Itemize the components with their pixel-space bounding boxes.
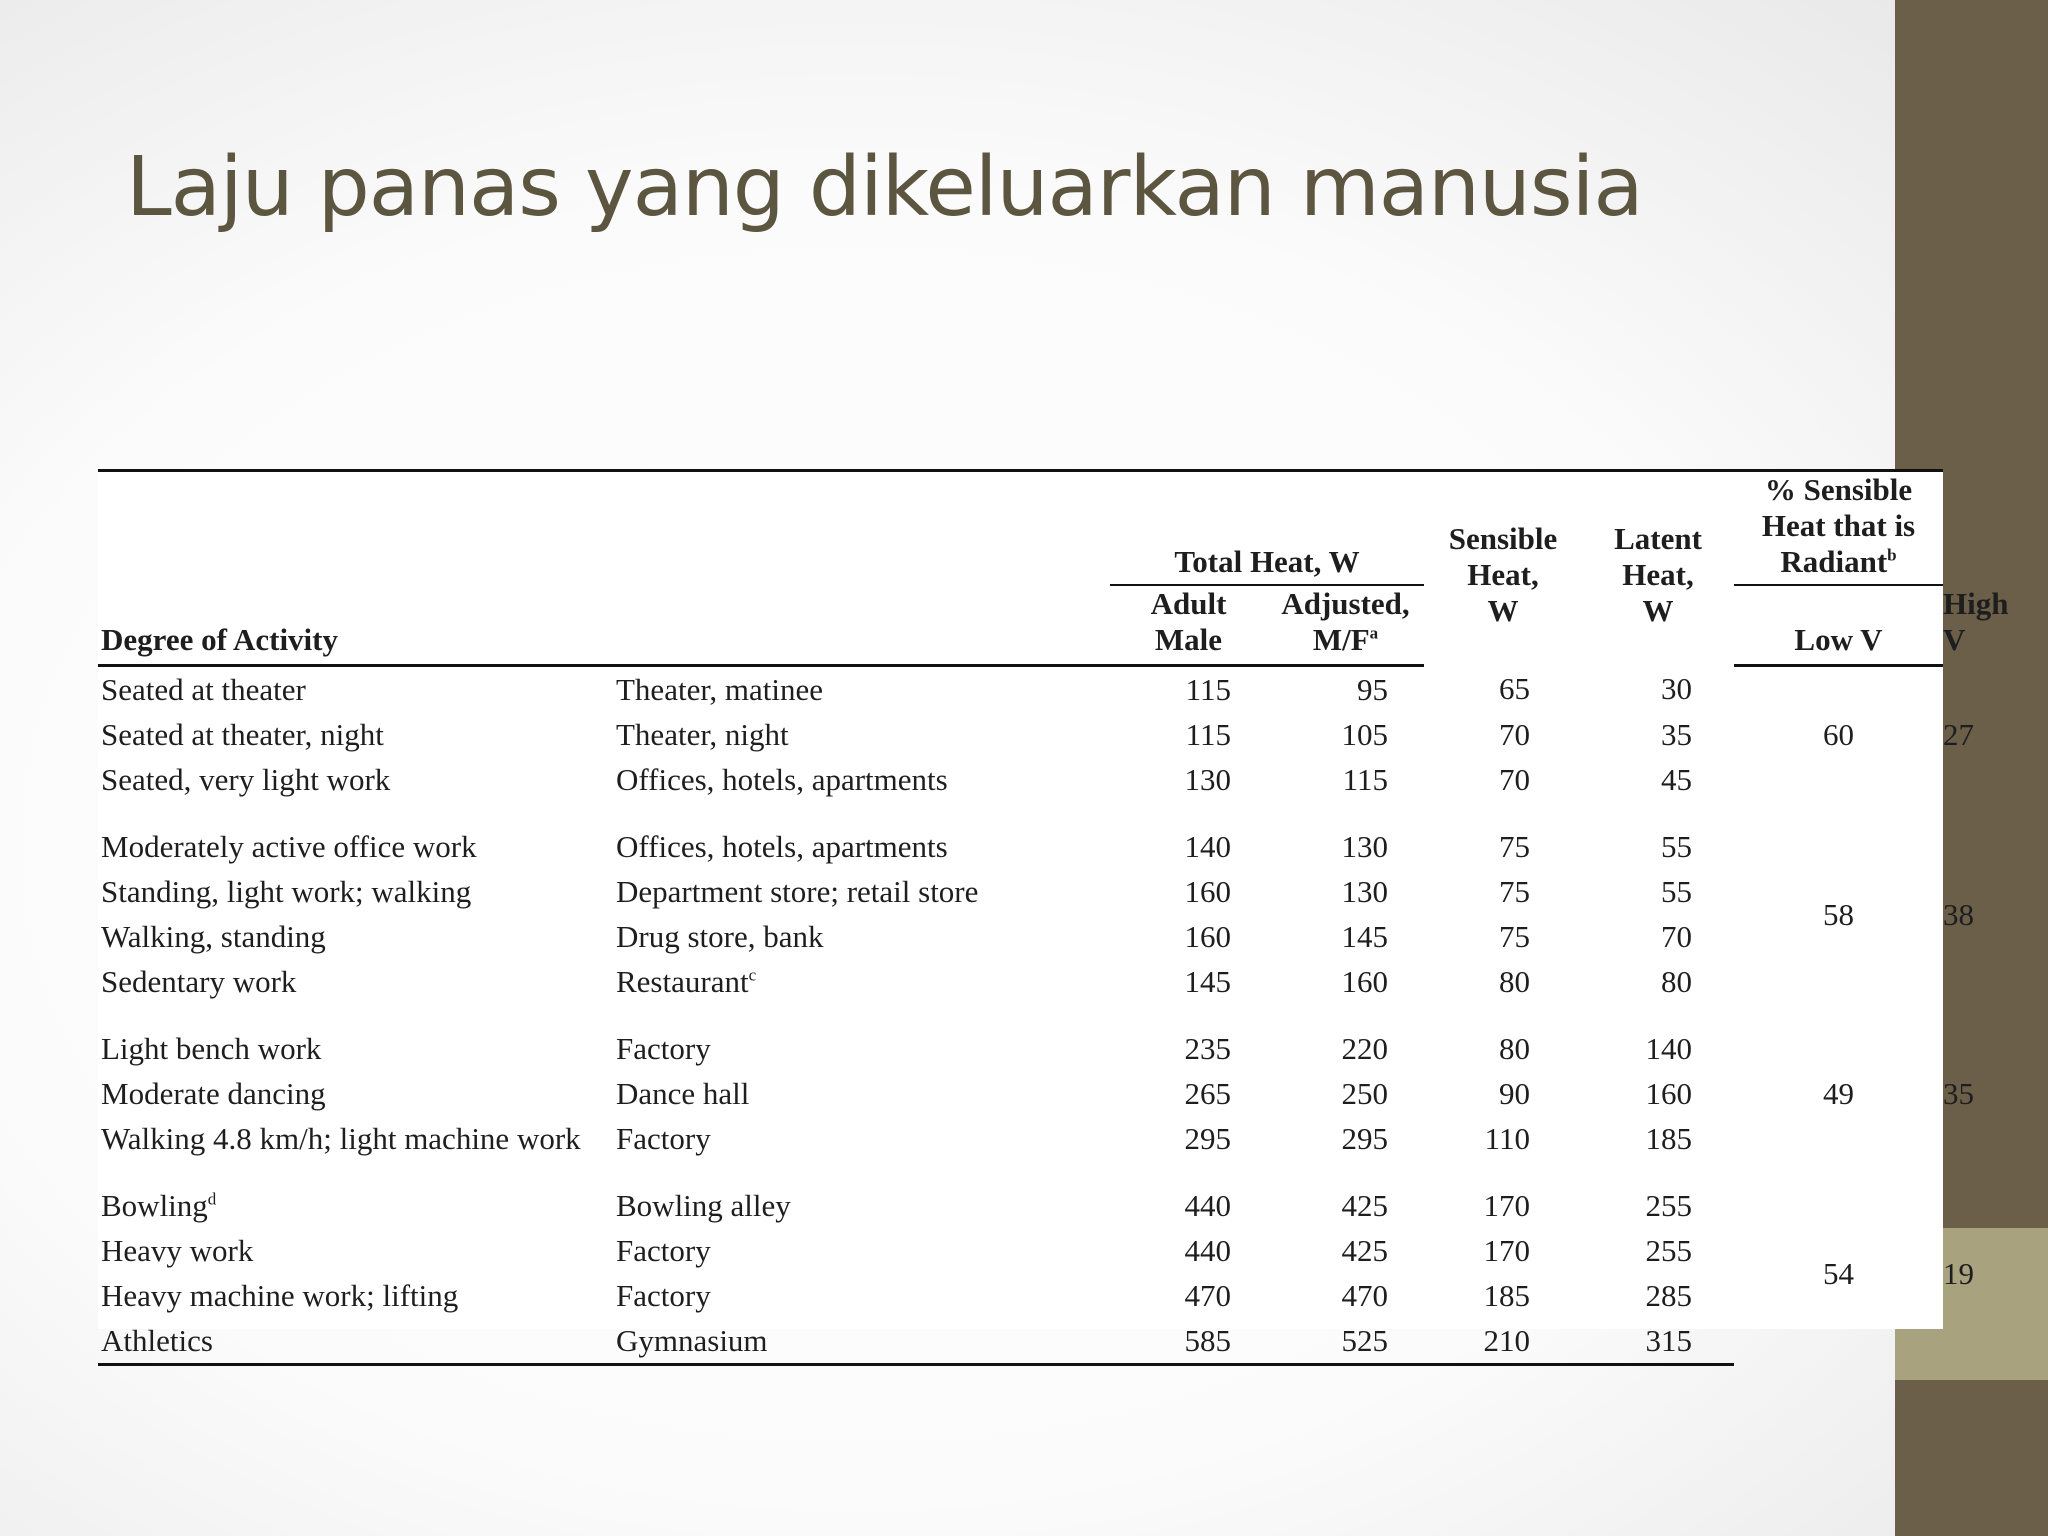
application-cell: Theater, night <box>616 717 789 752</box>
sensible-heat-cell: 65 <box>1499 671 1530 707</box>
table-row: Seated at theater Theater, matinee 115 95 65 30 60 27 <box>98 666 1943 713</box>
adjusted-cell: 95 <box>1357 672 1388 707</box>
latent-heat-cell: 285 <box>1645 1278 1692 1313</box>
adult-male-header: Adult Male <box>1110 585 1267 666</box>
group-spacer <box>98 802 1943 824</box>
activity-cell: Moderate dancing <box>101 1076 326 1111</box>
low-v-cell: 60 <box>1823 717 1854 752</box>
adjusted-cell: 470 <box>1341 1278 1388 1313</box>
slide-title: Laju panas yang dikeluarkan manusia <box>126 140 1643 235</box>
sensible-heat-cell: 80 <box>1499 964 1530 999</box>
latent-heat-cell: 45 <box>1661 762 1692 797</box>
adult-male-cell: 235 <box>1184 1031 1231 1066</box>
latent-heat-cell: 55 <box>1661 874 1692 909</box>
adult-male-cell: 585 <box>1110 1318 1267 1365</box>
low-v-cell: 58 <box>1823 896 1854 932</box>
application-cell: Factory <box>616 1233 711 1268</box>
latent-heat-cell: 140 <box>1645 1031 1692 1066</box>
activity-cell: Athletics <box>98 1318 613 1365</box>
adjusted-cell: 145 <box>1341 919 1388 954</box>
total-heat-header: Total Heat, W <box>1110 471 1424 586</box>
adjusted-cell: 425 <box>1341 1188 1388 1223</box>
application-cell: Theater, matinee <box>616 672 824 707</box>
table-body <box>98 666 1974 1365</box>
radiant-heat-header: % Sensible Heat that is Radiant$^b$ <box>1734 471 1943 586</box>
latent-heat-cell: 255 <box>1645 1233 1692 1268</box>
sensible-heat-cell: 75 <box>1499 874 1530 909</box>
activity-cell: Standing, light work; walking <box>101 874 472 909</box>
sensible-heat-cell: 75 <box>1499 919 1530 954</box>
adult-male-cell: 140 <box>1184 829 1231 864</box>
table-row <box>98 959 1943 1004</box>
adult-male-cell: 160 <box>1184 919 1231 954</box>
adjusted-cell: 425 <box>1341 1233 1388 1268</box>
activity-cell: Walking, standing <box>101 919 326 954</box>
application-cell: Bowling alley <box>616 1188 791 1223</box>
sensible-heat-cell: 170 <box>1483 1233 1530 1268</box>
application-cell: Restaurant$^c$ <box>616 964 757 999</box>
table-row <box>98 1116 1943 1161</box>
application-cell: Offices, hotels, apartments <box>616 762 948 797</box>
application-cell: Factory <box>616 1278 711 1313</box>
activity-cell: Heavy machine work; lifting <box>101 1278 459 1313</box>
footnote-a: a <box>1369 623 1379 643</box>
latent-heat-cell: 160 <box>1645 1076 1692 1111</box>
heat-gain-table <box>98 469 1974 1366</box>
activity-cell: Walking 4.8 km/h; light machine work <box>101 1121 581 1156</box>
activity-cell: Seated, very light work <box>101 762 391 797</box>
table-row <box>98 869 1943 914</box>
table-row <box>98 712 1943 757</box>
adult-male-cell: 130 <box>1184 762 1231 797</box>
group-spacer <box>98 1004 1943 1026</box>
latent-heat-cell: 30 <box>1661 671 1692 707</box>
adjusted-cell: 250 <box>1341 1076 1388 1111</box>
footnote-marker: c <box>748 965 757 985</box>
adult-male-cell: 160 <box>1184 874 1231 909</box>
sensible-heat-cell: 75 <box>1499 829 1530 864</box>
header-spacer <box>98 471 1110 586</box>
latent-heat-cell: 255 <box>1645 1188 1692 1223</box>
activity-cell: Sedentary work <box>101 964 297 999</box>
latent-heat-cell: 35 <box>1661 717 1692 752</box>
adult-male-cell: 440 <box>1184 1233 1231 1268</box>
sensible-heat-cell: 210 <box>1424 1318 1582 1365</box>
sensible-heat-cell: 185 <box>1483 1278 1530 1313</box>
latent-heat-cell: 80 <box>1661 964 1692 999</box>
table-row <box>98 914 1943 959</box>
activity-cell: Light bench work <box>101 1031 322 1066</box>
sensible-heat-cell: 170 <box>1483 1188 1530 1223</box>
table-header <box>98 471 1943 666</box>
heat-gain-table-container <box>98 469 1974 1358</box>
adjusted-cell: 220 <box>1341 1031 1388 1066</box>
sensible-heat-header: Sensible Heat, W <box>1424 471 1582 666</box>
adult-male-cell: 115 <box>1185 672 1231 707</box>
adjusted-cell: 130 <box>1341 874 1388 909</box>
adjusted-cell: 115 <box>1342 762 1388 797</box>
sensible-heat-cell: 110 <box>1484 1121 1530 1156</box>
low-v-cell: 49 <box>1823 1076 1854 1111</box>
group-spacer <box>98 1161 1943 1183</box>
latent-heat-cell: 55 <box>1661 829 1692 864</box>
table-row: Bowling$^d$ Bowling alley 440 425 170 255 54 19 <box>98 1183 1943 1228</box>
adjusted-cell: 105 <box>1341 717 1388 752</box>
adjusted-cell: 295 <box>1341 1121 1388 1156</box>
adult-male-cell: 265 <box>1184 1076 1231 1111</box>
application-cell: Factory <box>616 1031 711 1066</box>
adult-male-cell: 470 <box>1184 1278 1231 1313</box>
low-v-header: Low V <box>1734 585 1943 666</box>
footnote-marker: d <box>207 1189 217 1209</box>
footnote-b: b <box>1887 545 1897 565</box>
adjusted-cell: 525 <box>1267 1318 1424 1365</box>
adult-male-cell: 145 <box>1184 964 1231 999</box>
application-cell: Offices, hotels, apartments <box>616 829 948 864</box>
latent-heat-cell: 185 <box>1645 1121 1692 1156</box>
application-cell: Dance hall <box>616 1076 750 1111</box>
table-row: Moderately active office work Offices, hotels, apartments 140 130 75 55 58 38 <box>98 824 1943 869</box>
activity-cell: Seated at theater <box>101 672 306 707</box>
sensible-heat-cell: 90 <box>1499 1076 1530 1111</box>
activity-cell: Moderately active office work <box>101 829 477 864</box>
table-row <box>98 757 1943 802</box>
sensible-heat-cell: 70 <box>1499 762 1530 797</box>
adjusted-cell: 130 <box>1341 829 1388 864</box>
adult-male-cell: 440 <box>1184 1188 1231 1223</box>
sensible-heat-cell: 80 <box>1499 1031 1530 1066</box>
activity-cell: Heavy work <box>101 1233 254 1268</box>
degree-of-activity-header: Degree of Activity <box>98 585 1110 666</box>
application-cell: Factory <box>616 1121 711 1156</box>
adjusted-header: Adjusted, $M/F^a$ <box>1267 585 1424 666</box>
latent-heat-cell: 70 <box>1661 919 1692 954</box>
table-row <box>98 1228 1943 1273</box>
table-row: Light bench work Factory 235 220 80 140 49 35 <box>98 1026 1943 1071</box>
activity-cell: Seated at theater, night <box>101 717 384 752</box>
latent-heat-header: Latent Heat, W <box>1582 471 1734 666</box>
table-row <box>98 1318 1943 1365</box>
table-row <box>98 1273 1943 1318</box>
table-row <box>98 1071 1943 1116</box>
low-v-cell: 54 <box>1823 1256 1854 1292</box>
latent-heat-cell: 315 <box>1582 1318 1734 1365</box>
adult-male-cell: 295 <box>1184 1121 1231 1156</box>
application-cell: Department store; retail store <box>616 874 979 909</box>
header-row-1 <box>98 471 1943 586</box>
adjusted-cell: 160 <box>1341 964 1388 999</box>
adult-male-cell: 115 <box>1185 717 1231 752</box>
activity-cell: Bowling$^d$ <box>101 1188 217 1223</box>
sensible-heat-cell: 70 <box>1499 717 1530 752</box>
application-cell: Gymnasium <box>613 1318 1110 1365</box>
application-cell: Drug store, bank <box>616 919 824 954</box>
